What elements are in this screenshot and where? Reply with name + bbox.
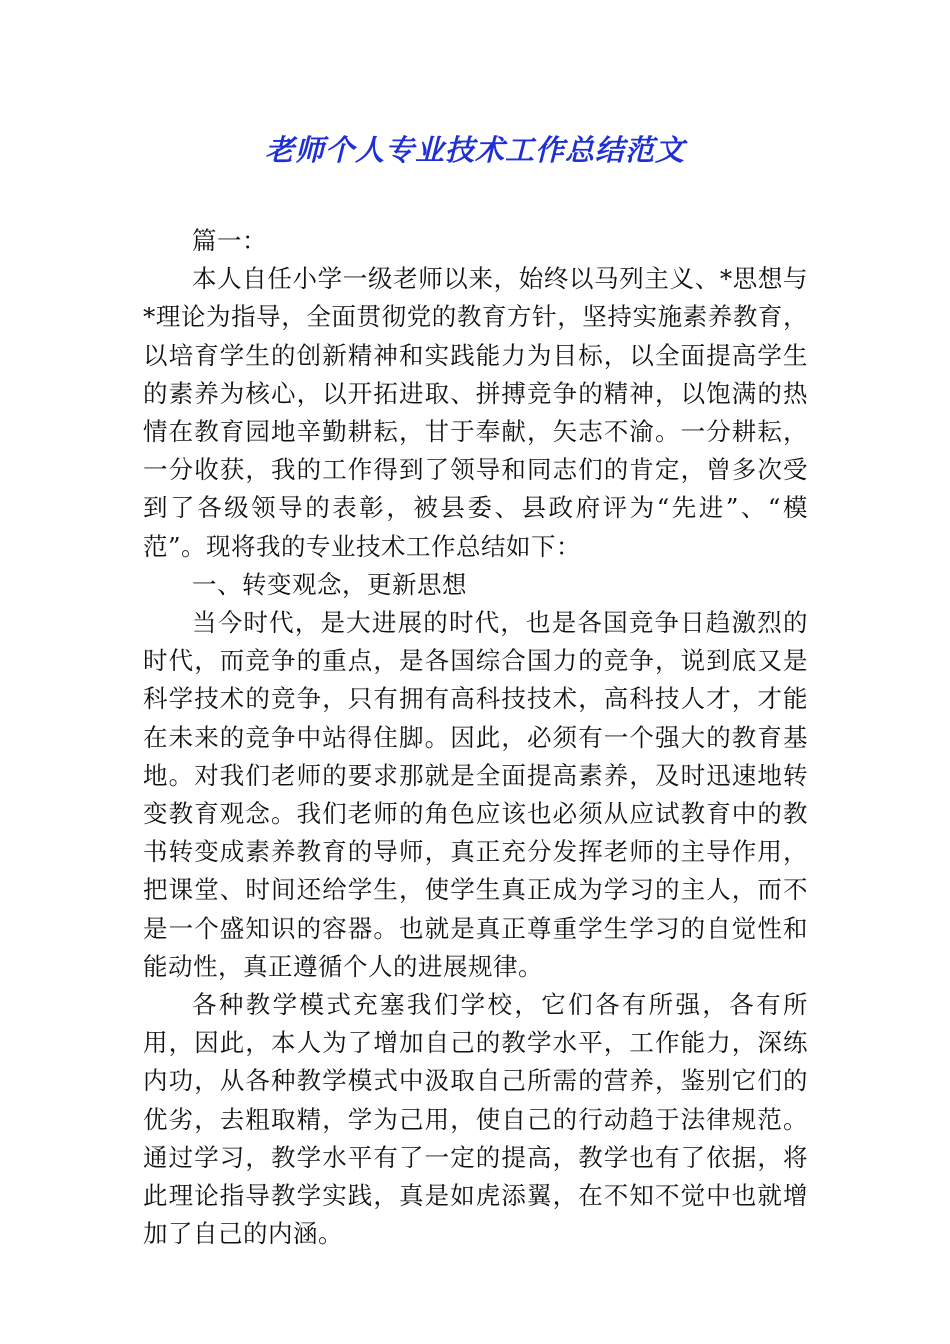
paragraph-intro: 本人自任小学一级老师以来，始终以马列主义、*思想与*理论为指导，全面贯彻党的教育方针，坚持实施素养教育，以培育学生的创新精神和实践能力为目标，以全面提高学生的素养为核心，以开拓进取、拼搏竞争的精神，以饱满的热情在教育园地辛勤耕耘，甘于奉献，矢志不渝。一分耕耘，一分收获，我的工作得到了领导和同志们的肯定，曾多次受到了各级领导的表彰，被县委、县政府评为“先进”、“模范”。现将我的专业技术工作总结如下： (143, 264, 808, 561)
paragraph-era: 当今时代，是大进展的时代，也是各国竞争日趋激烈的时代，而竞争的重点，是各国综合国力的竞争，说到底又是科学技术的竞争，只有拥有高科技技术，高科技人才，才能在未来的竞争中站得住脚。因此，必须有一个强大的教育基地。对我们老师的要求那就是全面提高素养，及时迅速地转变教育观念。我们老师的角色应该也必须从应试教育中的教书转变成素养教育的导师，真正充分发挥老师的主导作用，把课堂、时间还给学生，使学生真正成为学习的主人，而不是一个盛知识的容器。也就是真正尊重学生学习的自觉性和能动性，真正遵循个人的进展规律。 (143, 608, 808, 981)
document-body (143, 222, 808, 1253)
document-title: 老师个人专业技术工作总结范文 (264, 133, 685, 167)
section-heading: 一、转变观念，更新思想 (192, 569, 467, 599)
paragraph-section-label: 篇一： (192, 226, 267, 255)
paragraph-teaching-modes: 各种教学模式充塞我们学校，它们各有所强，各有所用，因此，本人为了增加自己的教学水平，工作能力，深练内功，从各种教学模式中汲取自己所需的营养，鉴别它们的优劣，去粗取精，学为己用，使自己的行动趋于法律规范。通过学习，教学水平有了一定的提高，教学也有了依据，将此理论指导教学实践，真是如虎添翼，在不知不觉中也就增加了自己的内涵。 (143, 990, 808, 1249)
